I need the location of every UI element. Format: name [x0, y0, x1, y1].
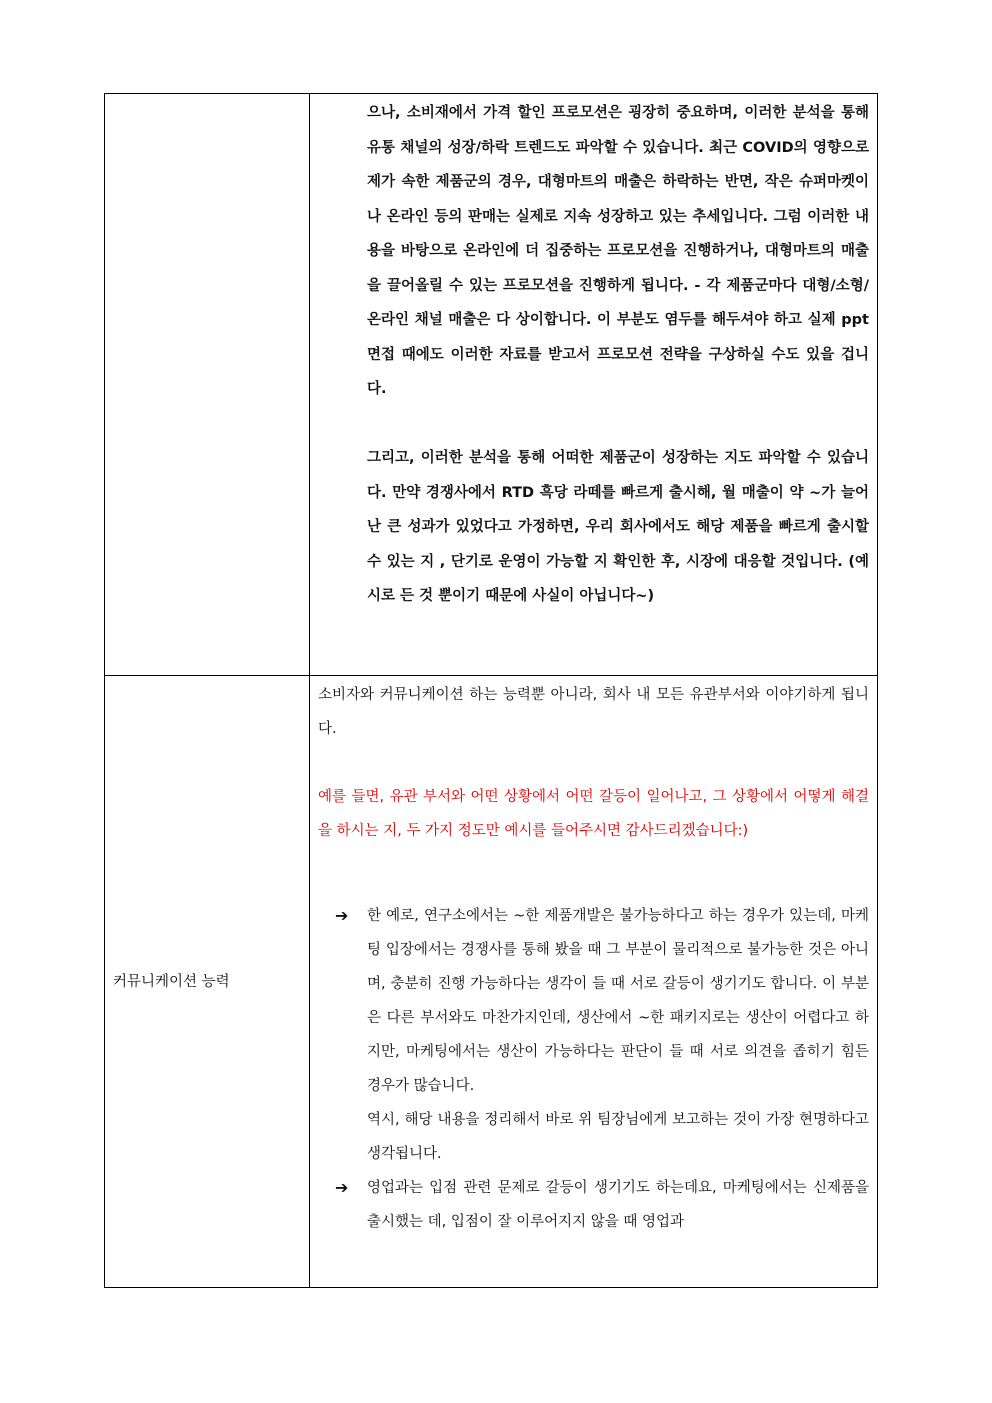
row-label-communication: 커뮤니케이션 능력: [113, 973, 230, 990]
row-content-cell: [310, 676, 878, 1288]
bullet-text: 한 예로, 연구소에서는 ~한 제품개발은 불가능하다고 하는 경우가 있는데, 마케팅 입장에서는 경쟁사를 통해 봤을 때 그 부분이 물리적으로 불가능한 것은 아니며, 충분히 진행 가능하다는 생각이 들 때 서로 갈등이 생기기도 합니다. 이 부분은 다른 부서와도 마찬가지인데, 생산에서 ~한 패키지로는 생산이 어렵다고 하지만, 마케팅에서는 생산이 가능하다는 판단이 들 때 서로 의견을 좁히기 힘든 경우가 많습니다.: [367, 908, 869, 1094]
answer-table: [104, 93, 878, 1288]
row-content-cell: [310, 94, 878, 676]
communication-answer: [310, 676, 877, 1239]
analysis-answer: [310, 94, 877, 614]
table-row: [105, 94, 878, 676]
bullet-text: 영업과는 입점 관련 문제로 갈등이 생기기도 하는데요, 마케팅에서는 신제품을 출시했는 데, 입점이 잘 이루어지지 않을 때 영업과: [367, 1180, 869, 1230]
row-label-cell: [105, 94, 310, 676]
intro-paragraph: 소비자와 커뮤니케이션 하는 능력뿐 아니라, 회사 내 모든 유관부서와 이야기하게 됩니다.: [318, 687, 869, 737]
analysis-paragraph: 그리고, 이러한 분석을 통해 어떠한 제품군이 성장하는 지도 파악할 수 있습니다. 만약 경쟁사에서 RTD 흑당 라떼를 빠르게 출시해, 월 매출이 약 ~가 늘어난 큰 성과가 있었다고 가정하면, 우리 회사에서도 해당 제품을 빠르게 출시할 수 있는 지 , 단기로 운영이 가능할 지 확인한 후, 시장에 대응할 것입니다. (예시로 든 것 뿐이기 때문에 사실이 아닙니다~): [367, 450, 869, 604]
arrow-right-icon: ➔: [335, 1178, 349, 1197]
list-item: [318, 899, 869, 1103]
table-row: [105, 676, 878, 1288]
list-item: [318, 1171, 869, 1239]
bullet-followup-text: 역시, 해당 내용을 정리해서 바로 위 팀장님에게 보고하는 것이 가장 현명하다고 생각됩니다.: [367, 1112, 869, 1162]
row-label-cell: [105, 676, 310, 1288]
arrow-right-icon: ➔: [335, 906, 349, 925]
interviewer-request-note: 예를 들면, 유관 부서와 어떤 상황에서 어떤 갈등이 일어나고, 그 상황에서 어떻게 해결을 하시는 지, 두 가지 정도만 예시를 들어주시면 감사드리겠습니다:): [318, 789, 869, 839]
analysis-paragraph: 으나, 소비재에서 가격 할인 프로모션은 굉장히 중요하며, 이러한 분석을 통해 유통 채널의 성장/하락 트렌드도 파악할 수 있습니다. 최근 COVID의 영향으로 제가 속한 제품군의 경우, 대형마트의 매출은 하락하는 반면, 작은 슈퍼마켓이나 온라인 등의 판매는 실제로 지속 성장하고 있는 추세입니다. 그럼 이러한 내용을 바탕으로 온라인에 더 집중하는 프로모션을 진행하거나, 대형마트의 매출을 끌어올릴 수 있는 프로모션을 진행하게 됩니다. - 각 제품군마다 대형/소형/온라인 채널 매출은 다 상이합니다. 이 부분도 염두를 해두셔야 하고 실제 ppt 면접 때에도 이러한 자료를 받고서 프로모션 전략을 구상하실 수도 있을 겁니다.: [367, 105, 869, 397]
